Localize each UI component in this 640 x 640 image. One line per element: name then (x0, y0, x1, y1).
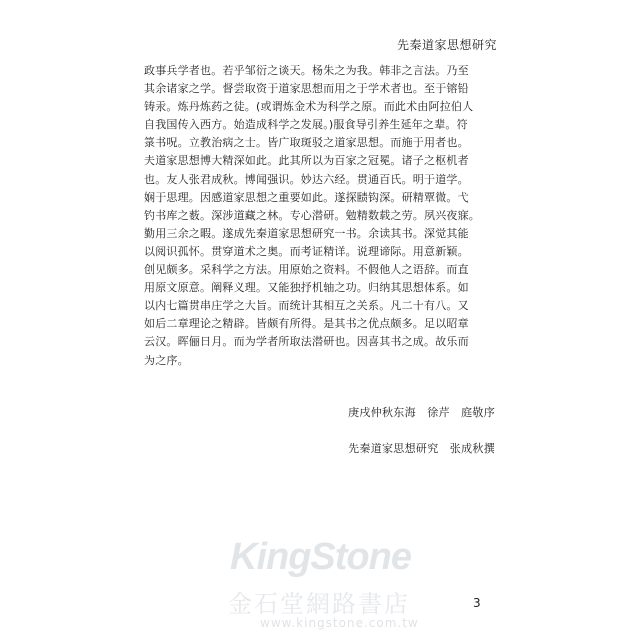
text-line: 政事兵学者也。若乎邹衍之谈天。杨朱之为我。韩非之言法。乃至 (144, 64, 469, 77)
page-number: 3 (473, 596, 481, 610)
text-line: 以阅识孤怀。贯穿道术之奥。而考证精详。说理谛际。用意新颖。 (144, 244, 469, 258)
text-line: 箓书呪。立教治病之士。皆广取斑驳之道家思想。而施于用者也。 (144, 136, 469, 150)
text-line: 用原文原意。阐释义理。又能独抒机轴之功。归纳其思想体系。如 (144, 281, 469, 295)
watermark-url: www.kingstone.com.tw (260, 616, 419, 630)
running-header-title: 先秦道家思想研究 (396, 38, 497, 52)
text-line: 铸汞。炼丹炼药之徒。(或谓炼金术为科学之原。而此术由阿拉伯人 (144, 100, 474, 114)
text-line: 创见颇多。采科学之方法。用原始之资料。不假他人之语辞。而直 (144, 263, 469, 277)
watermark-logo: KingStone (230, 536, 411, 578)
watermark-chinese-name: 金石堂網路書店 (228, 590, 410, 618)
author-signature: 先秦道家思想研究 张成秋撰 (348, 442, 495, 455)
text-line: 如后二章理论之精辟。皆颇有所得。是其书之优点颇多。足以昭章 (144, 317, 469, 331)
text-line: 钓书库之薮。深涉道藏之林。专心潜研。勉精数载之劳。夙兴夜寐。 (144, 208, 480, 222)
text-line: 自我国传入西方。始造成科学之发展。)服食导引养生延年之辈。符 (144, 118, 468, 132)
preface-signature: 庚戌仲秋东海 徐芹 庭敬序 (348, 406, 495, 419)
text-line: 夫道家思想博大精深如此。此其所以为百家之冠冕。诸子之枢机者 (144, 154, 469, 168)
kingstone-watermark (200, 536, 480, 636)
text-line: 其余诸家之学。督尝取资于道家思想而用之于学术者也。至于镕铅 (144, 82, 469, 96)
text-line: 为之序。 (144, 353, 189, 367)
text-line: 以内七篇贯串庄学之大旨。而统计其相互之关系。凡二十有八。又 (144, 299, 469, 313)
text-line: 娴于思理。因感道家思想之重要如此。遂探赜钩深。研精覃微。弋 (144, 190, 469, 204)
text-line: 云汉。晖俪日月。而为学者所取法潜研也。因喜其书之成。故乐而 (144, 335, 469, 349)
text-line: 也。友人张君成秋。博闻强识。妙达六经。贯通百氏。明于道学。 (144, 172, 469, 186)
text-line: 勤用三余之暇。遂成先秦道家思想研究一书。余读其书。深觉其能 (144, 226, 469, 240)
preface-body (144, 62, 488, 370)
